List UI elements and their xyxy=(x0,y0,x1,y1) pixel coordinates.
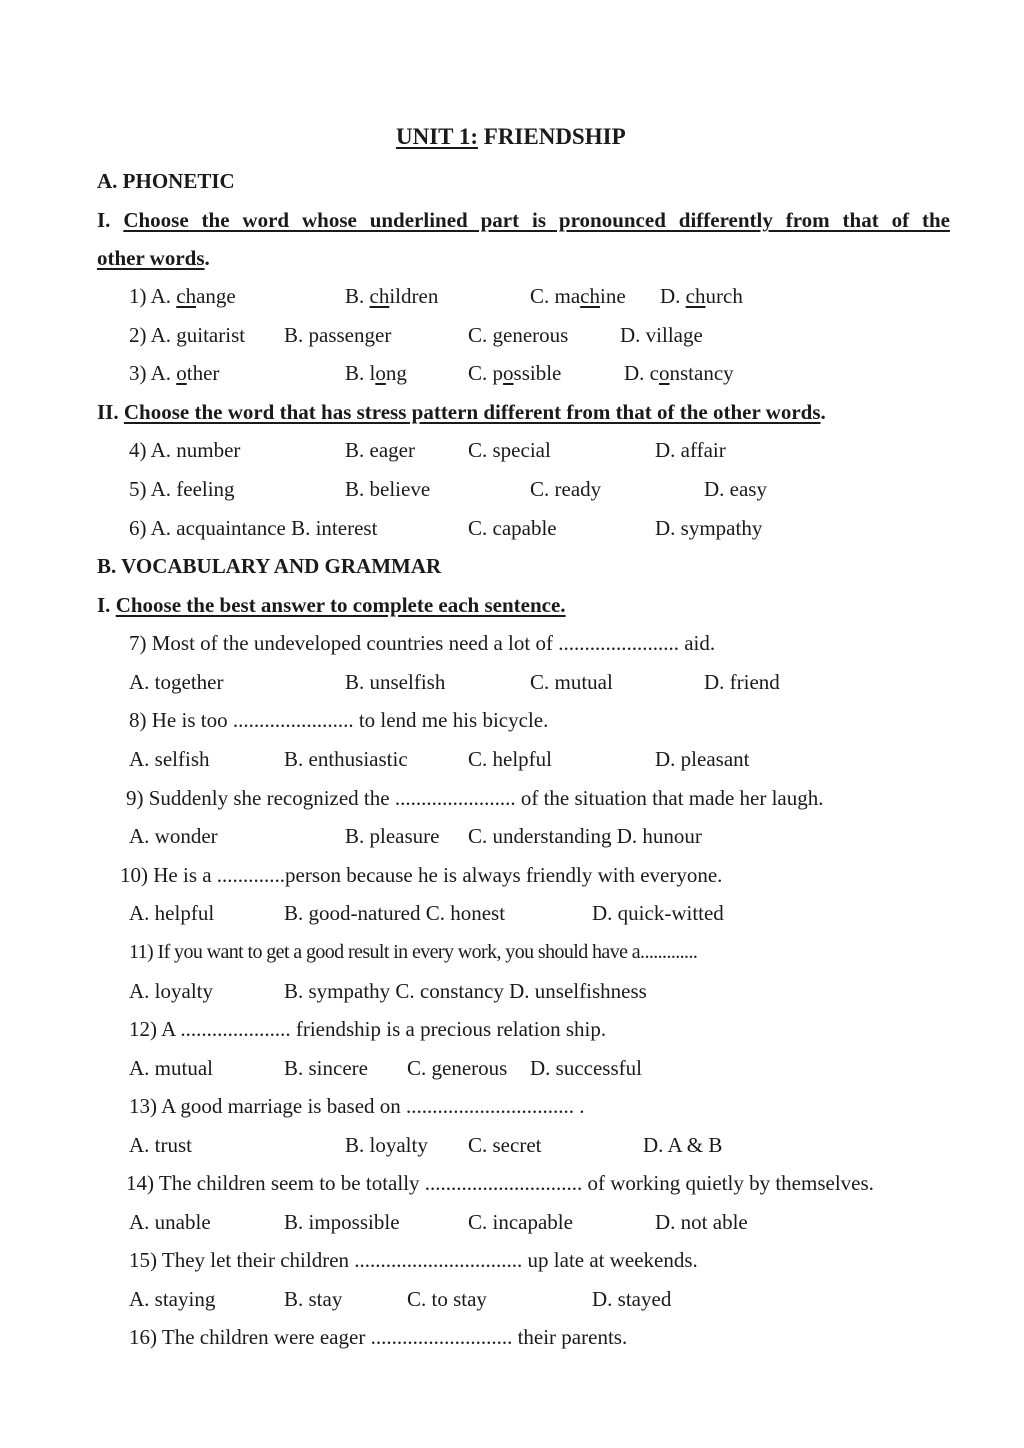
q15-option-d: D. stayed xyxy=(592,1287,672,1311)
q9-option-b: B. pleasure xyxy=(345,824,440,848)
q15-option-c: C. to stay xyxy=(407,1287,487,1311)
q11-option-a: A. loyalty xyxy=(129,979,213,1003)
unit-number: UNIT 1: xyxy=(396,124,479,149)
q3-option-b: B. long xyxy=(345,361,407,385)
q14-stem: 14) The children seem to be totally .............................. of working quietly by themselves. xyxy=(126,1171,874,1195)
q2-option-d: D. village xyxy=(620,323,703,347)
q8-option-c: C. helpful xyxy=(468,747,552,771)
part-a1-instruction-line2: other words. xyxy=(97,246,210,270)
q10-options-bc: B. good-natured C. honest xyxy=(284,901,506,925)
q2-option-b: B. passenger xyxy=(284,323,392,347)
q12-option-b: B. sincere xyxy=(284,1056,368,1080)
section-a-heading: A. PHONETIC xyxy=(97,169,235,193)
q2-option-a: 2) A. guitarist xyxy=(129,323,246,347)
q8-option-b: B. enthusiastic xyxy=(284,747,408,771)
q12-option-a: A. mutual xyxy=(129,1056,213,1080)
q3-option-a: 3) A. other xyxy=(129,361,220,385)
q9-options-cd: C. understanding D. hunour xyxy=(468,824,702,848)
page-title xyxy=(396,124,626,150)
q14-option-d: D. not able xyxy=(655,1210,748,1234)
q10-stem: 10) He is a .............person because he is always friendly with everyone. xyxy=(120,863,723,887)
q9-option-a: A. wonder xyxy=(129,824,218,848)
q15-option-b: B. stay xyxy=(284,1287,343,1311)
q6-option-c: C. capable xyxy=(468,516,557,540)
q11-options-bcd: B. sympathy C. constancy D. unselfishness xyxy=(284,979,647,1003)
q13-stem: 13) A good marriage is based on ................................ . xyxy=(129,1094,585,1118)
q1-option-c: C. machine xyxy=(530,284,626,308)
q9-stem: 9) Suddenly she recognized the ....................... of the situation that made her laugh. xyxy=(126,786,824,810)
q2-option-c: C. generous xyxy=(468,323,569,347)
q12-option-c: C. generous xyxy=(407,1056,508,1080)
q1-option-a: 1) A. change xyxy=(129,284,236,308)
q5-option-a: 5) A. feeling xyxy=(129,477,235,501)
q12-stem: 12) A ..................... friendship is a precious relation ship. xyxy=(129,1017,607,1041)
part-b1-instruction: I. Choose the best answer to complete each sentence. xyxy=(97,593,566,617)
part-a1-instruction-line1: I. Choose the word whose underlined part is pronounced differently from that of the xyxy=(97,208,950,232)
q8-stem: 8) He is too ....................... to lend me his bicycle. xyxy=(129,708,549,732)
q5-option-d: D. easy xyxy=(704,477,767,501)
q5-option-b: B. believe xyxy=(345,477,431,501)
q12-option-d: D. successful xyxy=(530,1056,642,1080)
unit-topic: FRIENDSHIP xyxy=(478,124,626,149)
q14-option-a: A. unable xyxy=(129,1210,211,1234)
q13-option-c: C. secret xyxy=(468,1133,542,1157)
q13-option-d: D. A & B xyxy=(643,1133,723,1157)
q7-option-a: A. together xyxy=(129,670,224,694)
q7-option-d: D. friend xyxy=(704,670,780,694)
q3-option-d: D. constancy xyxy=(624,361,734,385)
q4-option-c: C. special xyxy=(468,438,551,462)
q14-option-c: C. incapable xyxy=(468,1210,573,1234)
q3-option-c: C. possible xyxy=(468,361,562,385)
q1-option-b: B. children xyxy=(345,284,439,308)
q8-option-d: D. pleasant xyxy=(655,747,750,771)
q4-option-a: 4) A. number xyxy=(129,438,241,462)
q15-option-a: A. staying xyxy=(129,1287,216,1311)
section-b-heading: B. VOCABULARY AND GRAMMAR xyxy=(97,554,442,578)
q1-option-d: D. church xyxy=(660,284,743,308)
q10-option-d: D. quick-witted xyxy=(592,901,724,925)
q16-stem: 16) The children were eager ........................... their parents. xyxy=(129,1325,628,1349)
q5-option-c: C. ready xyxy=(530,477,602,501)
part-a2-instruction: II. Choose the word that has stress pattern different from that of the other words. xyxy=(97,400,826,424)
q13-option-a: A. trust xyxy=(129,1133,192,1157)
q6-option-d: D. sympathy xyxy=(655,516,763,540)
q7-stem: 7) Most of the undeveloped countries need a lot of ....................... aid. xyxy=(129,631,716,655)
q10-option-a: A. helpful xyxy=(129,901,215,925)
q14-option-b: B. impossible xyxy=(284,1210,400,1234)
q13-option-b: B. loyalty xyxy=(345,1133,428,1157)
q7-option-b: B. unselfish xyxy=(345,670,446,694)
q8-option-a: A. selfish xyxy=(129,747,210,771)
q4-option-b: B. eager xyxy=(345,438,415,462)
q4-option-d: D. affair xyxy=(655,438,726,462)
q6-options-ab: 6) A. acquaintance B. interest xyxy=(129,516,378,540)
q7-option-c: C. mutual xyxy=(530,670,613,694)
q11-stem: 11) If you want to get a good result in every work, you should have a............. xyxy=(129,941,698,963)
q15-stem: 15) They let their children ................................ up late at weekends. xyxy=(129,1248,698,1272)
